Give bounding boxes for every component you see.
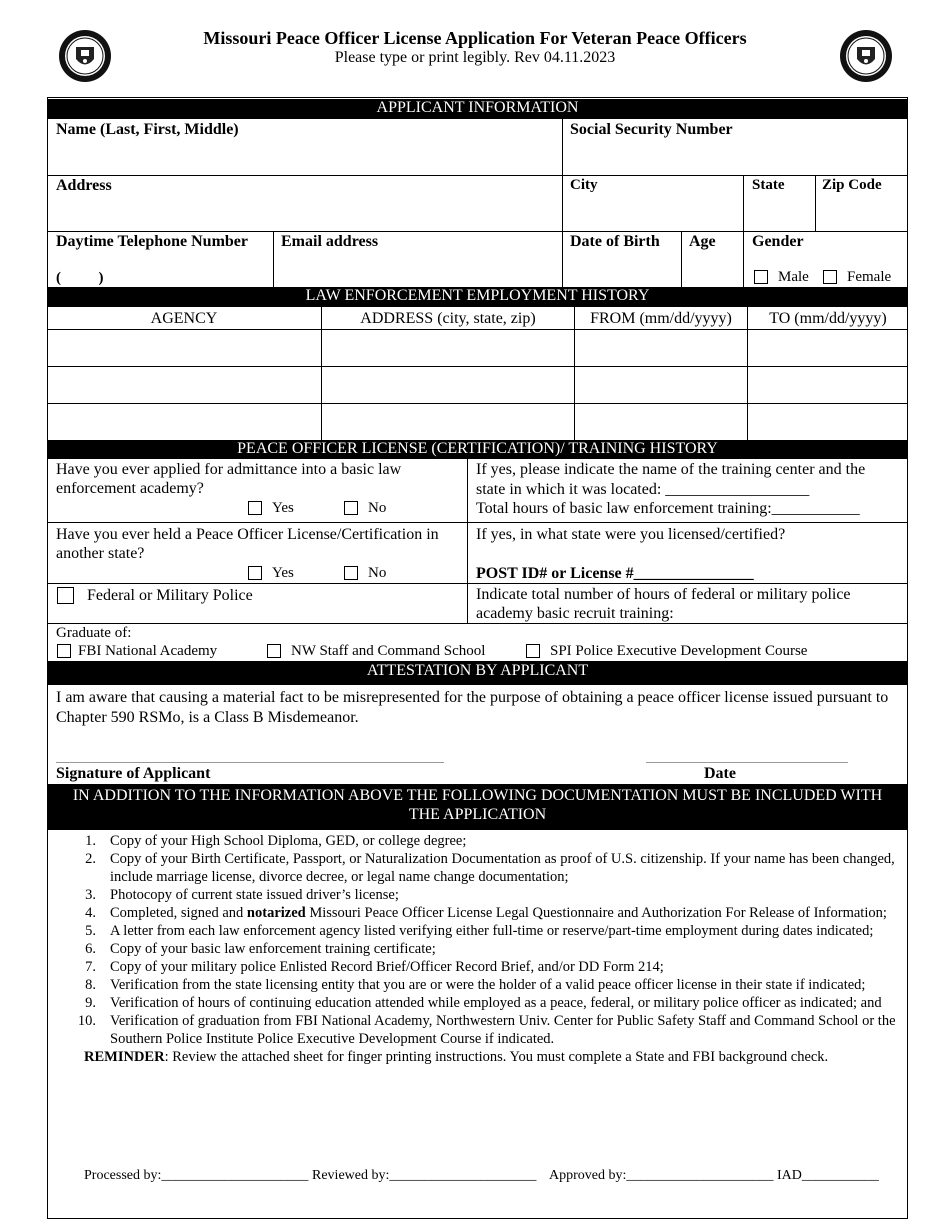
phone-area-code: ( ) xyxy=(56,270,104,286)
training-hours-field[interactable]: Total hours of basic law enforcement training:___________ xyxy=(476,500,860,517)
post-id-field[interactable]: POST ID# or License #_______________ xyxy=(476,565,754,582)
state-label: State xyxy=(752,177,785,193)
col-divider xyxy=(574,307,575,440)
phone-label: Daytime Telephone Number xyxy=(56,233,248,250)
list-item: 10. Verification of graduation from FBI National Academy, Northwestern Univ. Center for Public Safety Staff and Command School or the Southern Police Institute Police Executive Development Course if indicated. xyxy=(77,1013,896,1047)
list-item: 6. Copy of your basic law enforcement training certificate; xyxy=(85,941,436,957)
list-item: 2. Copy of your Birth Certificate, Passport, or Naturalization Documentation as proof of U.S. citizenship. If your name has been changed, include marriage license, divorce decree, or legal name change documentation; xyxy=(85,851,895,885)
license-no-label: No xyxy=(368,565,387,581)
row-divider xyxy=(47,623,908,624)
col-divider xyxy=(681,231,682,287)
attestation-section-header: ATTESTATION BY APPLICANT xyxy=(47,661,908,685)
row-divider xyxy=(47,583,908,584)
license-yes-label: Yes xyxy=(272,565,294,581)
license-yes-checkbox[interactable] xyxy=(248,566,262,580)
approved-by-field[interactable]: Approved by:_____________________ xyxy=(549,1168,774,1183)
license-state-prompt: If yes, in what state were you licensed/certified? xyxy=(476,526,786,543)
spi-course-checkbox[interactable] xyxy=(526,644,540,658)
list-item: 8. Verification from the state licensing entity that you are or were the holder of a valid peace officer license in their state if indicated; xyxy=(85,977,866,993)
academy-no-checkbox[interactable] xyxy=(344,501,358,515)
employment-agency-cell[interactable] xyxy=(48,330,321,366)
col-divider xyxy=(747,307,748,440)
training-state-field[interactable]: state in which it was located: __________________ xyxy=(476,481,810,498)
form-subtitle: Please type or print legibly. Rev 04.11.2023 xyxy=(334,49,616,66)
gender-label: Gender xyxy=(752,233,804,250)
training-center-prompt: If yes, please indicate the name of the training center and the xyxy=(476,461,866,478)
missouri-seal-icon-right xyxy=(838,28,894,84)
list-item: 7. Copy of your military police Enlisted Record Brief/Officer Record Brief, and/or DD Form 214; xyxy=(85,959,664,975)
col-divider xyxy=(815,175,816,231)
list-item: 9. Verification of hours of continuing education attended while employed as a peace, federal, or military police officer as indicated; and xyxy=(85,995,882,1011)
federal-military-checkbox[interactable] xyxy=(57,587,74,604)
license-question: Have you ever held a Peace Officer License/Certification in another state? xyxy=(56,526,439,562)
age-label: Age xyxy=(689,233,716,250)
dob-label: Date of Birth xyxy=(570,233,660,250)
fbi-academy-label: FBI National Academy xyxy=(78,643,218,659)
reminder: REMINDER: Review the attached sheet for finger printing instructions. You must complete a State and FBI background check. xyxy=(84,1049,829,1065)
address-label: Address xyxy=(56,177,112,194)
male-label: Male xyxy=(778,269,809,285)
academy-yes-label: Yes xyxy=(272,500,294,516)
address-column-header: ADDRESS (city, state, zip) xyxy=(360,310,536,327)
list-item: 3. Photocopy of current state issued driver’s license; xyxy=(85,887,399,903)
spi-course-label: SPI Police Executive Development Course xyxy=(550,643,808,659)
name-label: Name (Last, First, Middle) xyxy=(56,121,239,138)
graduate-of-label: Graduate of: xyxy=(56,625,132,641)
col-divider xyxy=(743,175,744,287)
nw-staff-label: NW Staff and Command School xyxy=(291,643,486,659)
female-label: Female xyxy=(847,269,892,285)
documentation-list xyxy=(58,832,898,1066)
to-column-header: TO (mm/dd/yyyy) xyxy=(769,310,887,327)
employment-section-header: LAW ENFORCEMENT EMPLOYMENT HISTORY xyxy=(47,287,908,307)
col-divider xyxy=(467,459,468,623)
list-item: 5. A letter from each law enforcement agency listed verifying either full-time or reserve/part-time employment during dates indicated; xyxy=(85,923,874,939)
applicant-section-header: APPLICANT INFORMATION xyxy=(47,99,908,119)
female-checkbox[interactable] xyxy=(823,270,837,284)
email-label: Email address xyxy=(281,233,379,250)
col-divider xyxy=(321,307,322,440)
reviewed-by-field[interactable]: Reviewed by:_____________________ xyxy=(312,1168,537,1183)
city-label: City xyxy=(570,177,598,193)
federal-military-label: Federal or Military Police xyxy=(87,587,253,604)
col-divider xyxy=(273,231,274,287)
col-divider xyxy=(562,119,563,287)
date-label: Date xyxy=(704,765,736,782)
attestation-statement: I am aware that causing a material fact to be misrepresented for the purpose of obtaining a peace officer license issued pursuant to Chapter 590 RSMo, is a Class B Misdemeanor. xyxy=(56,689,889,726)
iad-field[interactable]: IAD___________ xyxy=(777,1168,879,1183)
license-section-header: PEACE OFFICER LICENSE (CERTIFICATION)/ TRAINING HISTORY xyxy=(47,440,908,459)
documentation-section-header: IN ADDITION TO THE INFORMATION ABOVE THE FOLLOWING DOCUMENTATION MUST BE INCLUDED WITH THE APPLICATION xyxy=(47,784,908,830)
zip-label: Zip Code xyxy=(822,177,882,193)
from-column-header: FROM (mm/dd/yyyy) xyxy=(590,310,732,327)
signature-label: Signature of Applicant xyxy=(56,765,211,782)
row-divider xyxy=(47,231,908,232)
academy-no-label: No xyxy=(368,500,387,516)
form-title: Missouri Peace Officer License Application For Veteran Peace Officers xyxy=(203,28,747,48)
list-item: 4. Completed, signed and notarized Missouri Peace Officer License Legal Questionnaire and Authorization For Release of Information; xyxy=(85,905,887,921)
fbi-academy-checkbox[interactable] xyxy=(57,644,71,658)
row-divider xyxy=(47,522,908,523)
employment-agency-cell[interactable] xyxy=(48,404,321,440)
license-no-checkbox[interactable] xyxy=(344,566,358,580)
list-item: 1. Copy of your High School Diploma, GED, or college degree; xyxy=(85,833,467,849)
date-line[interactable] xyxy=(646,762,848,763)
row-divider xyxy=(47,175,908,176)
male-checkbox[interactable] xyxy=(754,270,768,284)
agency-column-header: AGENCY xyxy=(150,310,218,327)
ssn-label: Social Security Number xyxy=(570,121,733,138)
academy-question: Have you ever applied for admittance into a basic law enforcement academy? xyxy=(56,461,402,497)
nw-staff-checkbox[interactable] xyxy=(267,644,281,658)
missouri-seal-icon-left xyxy=(57,28,113,84)
signature-line[interactable] xyxy=(56,762,444,763)
processed-by-field[interactable]: Processed by:_____________________ xyxy=(84,1168,309,1183)
employment-agency-cell[interactable] xyxy=(48,367,321,403)
academy-yes-checkbox[interactable] xyxy=(248,501,262,515)
federal-hours-prompt: Indicate total number of hours of federal or military police academy basic recruit training: xyxy=(476,586,851,622)
